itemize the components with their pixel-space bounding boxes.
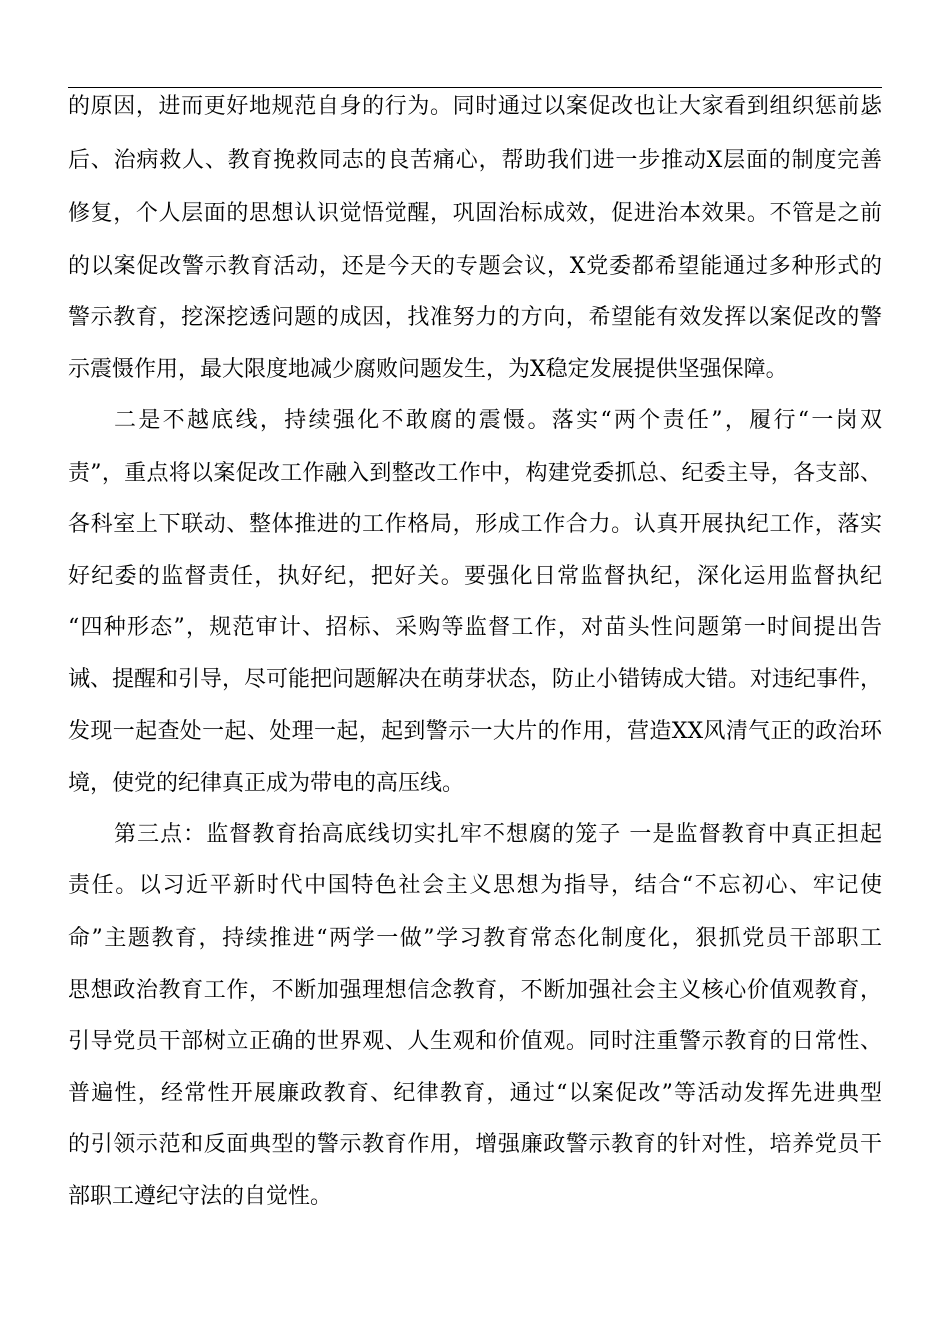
text-line: 好纪委的监督责任，执好纪，把好关。要强化日常监督执纪，深化运用监督执纪: [68, 564, 882, 589]
paragraph-first-line: 第三点：监督教育抬高底线切实扎牢不想腐的笼子 一是监督教育中真正担起: [114, 822, 882, 847]
text-line: 发现一起查处一起、处理一起，起到警示一大片的作用，营造XX风清气正的政治环: [68, 719, 882, 744]
text-line: 命”主题教育，持续推进“两学一做”学习教育常态化制度化，狠抓党员干部职工: [68, 926, 882, 951]
text-line: 的原因，进而更好地规范自身的行为。同时通过以案促改也让大家看到组织惩前毖: [68, 94, 882, 119]
text-line: 警示教育，挖深挖透问题的成因，找准努力的方向，希望能有效发挥以案促改的警: [68, 305, 882, 330]
text-line: 责任。以习近平新时代中国特色社会主义思想为指导，结合“不忘初心、牢记使: [68, 873, 882, 898]
text-line: 境，使党的纪律真正成为带电的高压线。: [68, 771, 465, 796]
text-line: 各科室上下联动、整体推进的工作格局，形成工作合力。认真开展执纪工作，落实: [68, 512, 882, 537]
text-line: 责”，重点将以案促改工作融入到整改工作中，构建党委抓总、纪委主导，各支部、: [68, 461, 882, 486]
text-line: 部职工遵纪守法的自觉性。: [68, 1184, 333, 1209]
text-line: 示震慑作用，最大限度地减少腐败问题发生，为X稳定发展提供坚强保障。: [68, 357, 788, 382]
text-line: 的引领示范和反面典型的警示教育作用，增强廉政警示教育的针对性，培养党员干: [68, 1132, 882, 1157]
text-line: 思想政治教育工作，不断加强理想信念教育，不断加强社会主义核心价值观教育，: [68, 978, 882, 1003]
text-line: 诫、提醒和引导，尽可能把问题解决在萌芽状态，防止小错铸成大错。对违纪事件，: [68, 667, 883, 692]
text-line: 普遍性，经常性开展廉政教育、纪律教育，通过“以案促改”等活动发挥先进典型: [68, 1081, 882, 1106]
text-line: 修复，个人层面的思想认识觉悟觉醒，巩固治标成效，促进治本效果。不管是之前: [68, 201, 882, 226]
text-line: 的以案促改警示教育活动，还是今天的专题会议，X党委都希望能通过多种形式的: [68, 254, 882, 279]
text-line: “四种形态”，规范审计、招标、采购等监督工作，对苗头性问题第一时间提出告: [68, 615, 882, 640]
text-line: 后、治病救人、教育挽救同志的良苦痛心，帮助我们进一步推动X层面的制度完善: [68, 148, 882, 173]
text-line: 引导党员干部树立正确的世界观、人生观和价值观。同时注重警示教育的日常性、: [68, 1029, 882, 1054]
paragraph-first-line: 二是不越底线，持续强化不敢腐的震慑。落实“两个责任”，履行“一岗双: [114, 408, 882, 433]
